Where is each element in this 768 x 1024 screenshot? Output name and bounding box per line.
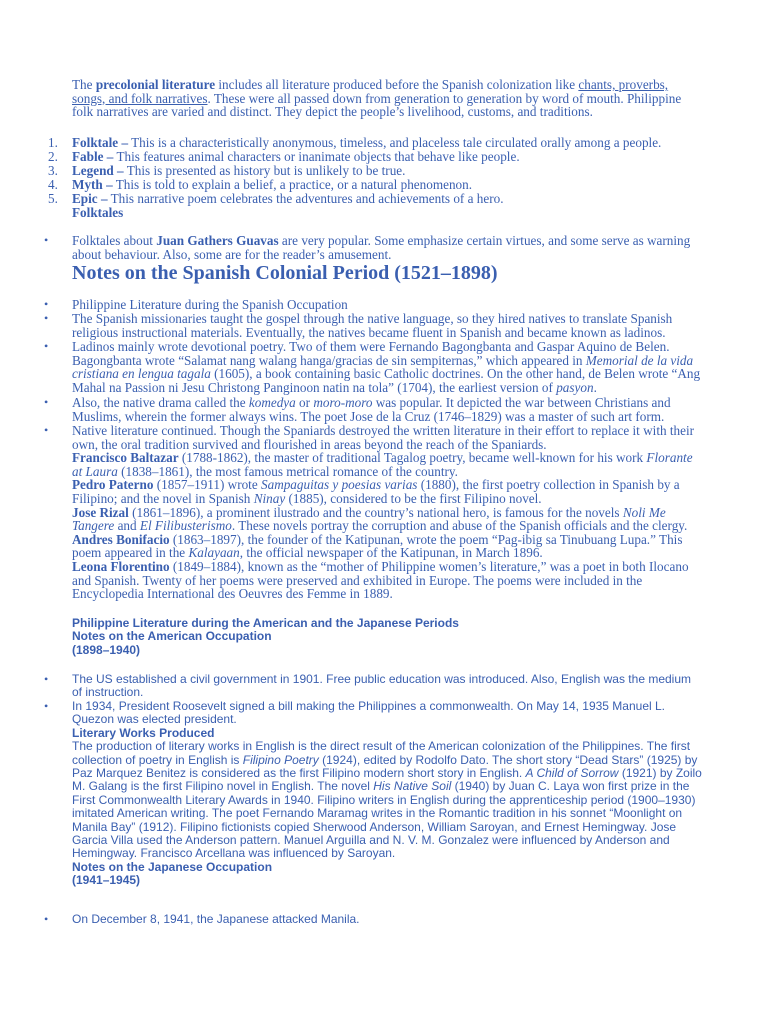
chants-link-text: chants, proverbs, — [578, 77, 669, 92]
folktales-subheading: Folktales — [72, 205, 124, 220]
section-subheading: Philippine Literature during the American and the Japanese Periods Notes on the American Occupation (1898–1940) — [72, 616, 459, 657]
bullet-glyph: • — [44, 233, 49, 247]
document-page: The precolonial literature includes all literature produced before the Spanish colonization like chants, proverbs, songs, and folk narratives. These were all passed down from generation to generation by word of mouth. Philippine folk narratives are varied and distinct. They depict the people’s livelihood, customs, and traditions. 1. Folktale – This is a characteristically anonymous, timeless, and placeless tale circulated orally among a people. 2. Fable – This features animal characters or inanimate objects that behave like people. 3. Legend – This is presented as history but is unlikely to be true. 4. Myth – This is told to explain a belief, a practice, or a natural phenomenon. 5. Epic – This narrative poem celebrates the adventures and achievements of a hero. Folktales • Folktales about Juan Gathers Guavas are very popular. Some emphasize certain virtues, and some serve as warning about behaviour. Also, some are for the reader’s amusement. Notes on the Spanish Colonial Period (1521–1898) • Philippine Literature during the Spanish Occupation • The Spanish missionaries taught the gospel through the native language, so they hired natives to translate Spanish religious instructional materials. Eventually, the natives became fluent in Spanish and became known as ladinos. • Ladinos mainly wrote devotional poetry. Two of them were Fernando Bagongbanta and Gaspar Aquino de Belen. Bagongbanta wrote “Salamat nang walang hanga/gracias de sin sempiternas,” which appeared in Memorial de la vida cristiana en lengua tagala (1605), a book containing basic Catholic doctrines. On the other hand, de Belen wrote “Ang Mahal na Passion ni Jesu Christong Panginoon natin na tola” (1704), the earliest version of pasyon. • Also, the native drama called the komedya or moro-moro was popular. It depicted the war between Christians and Muslims, wherein the former always wins. The poet Jose de la Cruz (1746–1829) was a master of such art form. • Native literature continued. Though the Spaniards destroyed the written literature in their effort to replace it with their own, the oral tradition survived and flourished in areas beyond the reach of the Spaniards. Francisco Baltazar (1788-1862), the master of traditional Tagalog poetry, became well-known for his work Florante at Laura (1838–1861), the most famous metrical romance of the country. Pedro Paterno (1857–1911) wrote Sampaguitas y poesias varias (1880), the first poetry collection in Spanish by a Filipino; and the novel in Spanish Ninay (1885), considered to be the first Filipino novel. Jose Rizal (1861–1896), a prominent ilustrado and the country’s national hero, is famous for the novels Noli Me Tangere and El Filibusterismo. These novels portray the corruption and abuse of the Spanish officials and the clergy. Andres Bonifacio (1863–1897), the founder of the Katipunan, wrote the poem “Pag-ibig sa Tinubuang Lupa.” This poem appeared in the Kalayaan, the official newspaper of the Katipunan, in March 1896. Leona Florentino (1849–1884), known as the “mother of Philippine women’s literature,” was a poet in both Ilocano and Spanish. Twenty of her poems were preserved and exhibited in Europe. The poems were included in the Encyclopedia International des Oeuvres des Femme in 1889. Philippine Literature during the American and the Japanese Periods Notes on the American Occupation (1898–1940) • The US established a civil government in 1901. Free public education was introduced. Also, English was the medium of instruction. • In 1934, President Roosevelt signed a bill making the Philippines a commonwealth. On May 14, 1935 Manuel L. Quezon was elected president. Literary Works Produced The production of literary works in English is the direct result of the American colonization of the Philippines. The first collection of poetry in English is Filipino Poetry (1924), edited by Rodolfo Dato. The short story “Dead Stars” (1925) by Paz Marquez Benitez is considered as the first Filipino modern short story in English. A Child of Sorrow (1921) by Zoilo M. Galang is the first Filipino novel in English. The novel His Native Soil (1940) by Juan C. Laya won first prize in the First Commonwealth Literary Awards in 1940. Filipino writers in English during the apprenticeship period (1900–1930) imitated American writing. The poet Fernando Maramag writes in the Romantic tradition in his sonnet “Moonlight on Manila Bay” (1912). Filipino fictionists copied Sherwood Anderson, William Saroyan, and Ernest Hemingway. Jose Garcia Villa used the Anderson pattern. Manuel Arguilla and N. V. M. Gonzalez were influenced by Anderson and Hemingway. Francisco Arcellana was influenced by Saroyan. Notes on the Japanese Occupation (1941–1945) • On December 8, 1941, the Japanese attacked Manila. — [0, 0, 768, 1024]
section-heading: Notes on the Spanish Colonial Period (1521–1898) — [72, 262, 498, 284]
intro-paragraph: The precolonial literature includes all literature produced before the Spanish colonization like chants, proverbs, songs, and folk narratives. These were all passed down from generation to generation by word of mouth. Philippine folk narratives are varied and distinct. They depict the people’s livelihood, customs, and traditions. — [72, 77, 682, 120]
precolonial-term: precolonial literature — [95, 77, 216, 92]
literary-works-subheading: Literary Works Produced — [72, 725, 215, 740]
songs-link-text: songs, and folk narratives — [72, 90, 208, 106]
